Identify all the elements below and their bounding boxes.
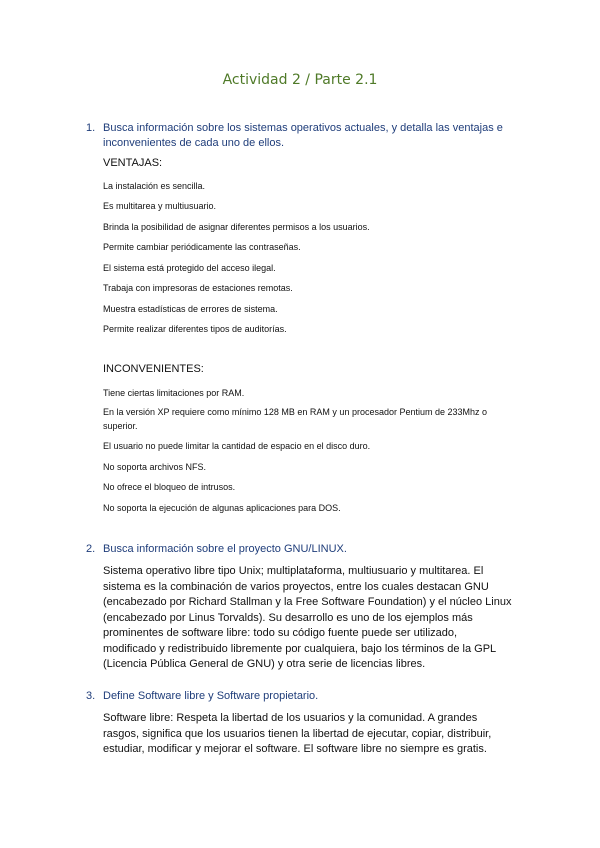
- ventaja-item: Permite cambiar periódicamente las contraseñas.: [103, 242, 301, 252]
- inconveniente-item: No soporta la ejecución de algunas aplicaciones para DOS.: [103, 503, 341, 513]
- ventaja-item: Permite realizar diferentes tipos de auditorías.: [103, 324, 287, 334]
- page-title: Actividad 2 / Parte 2.1: [222, 72, 378, 88]
- ventaja-item: El sistema está protegido del acceso ilegal.: [103, 263, 276, 273]
- inconveniente-item: El usuario no puede limitar la cantidad de espacio en el disco duro.: [103, 441, 371, 451]
- ventaja-item: Brinda la posibilidad de asignar diferentes permisos a los usuarios.: [103, 222, 370, 232]
- question-2: [86, 542, 516, 557]
- question-number: 1.: [86, 122, 96, 134]
- question-1: [86, 121, 516, 151]
- question-text: Busca información sobre los sistemas operativos actuales, y detalla las ventajas e inconvenientes de cada uno de ellos.: [103, 122, 503, 149]
- inconveniente-item: Tiene ciertas limitaciones por RAM.: [103, 388, 245, 398]
- question-text: Busca información sobre el proyecto GNU/LINUX.: [103, 543, 347, 555]
- inconvenientes-heading: INCONVENIENTES:: [103, 363, 204, 375]
- question-number: 3.: [86, 690, 96, 702]
- ventaja-item: La instalación es sencilla.: [103, 181, 206, 191]
- question-number: 2.: [86, 543, 96, 555]
- inconveniente-item: No soporta archivos NFS.: [103, 462, 207, 472]
- ventaja-item: Es multitarea y multiusuario.: [103, 201, 217, 211]
- inconveniente-item: No ofrece el bloqueo de intrusos.: [103, 482, 236, 492]
- ventaja-item: Trabaja con impresoras de estaciones remotas.: [103, 283, 293, 293]
- answer-paragraph: Software libre: Respeta la libertad de los usuarios y la comunidad. A grandes rasgos, significa que los usuarios tienen la libertad de ejecutar, copiar, distribuir, estudiar, modificar y mejorar el software. El software libre no siempre es gratis.: [103, 712, 492, 755]
- ventaja-item: Muestra estadísticas de errores de sistema.: [103, 304, 278, 314]
- answer-paragraph: Sistema operativo libre tipo Unix; multiplataforma, multiusuario y multitarea. El sistema es la combinación de varios proyectos, entre los cuales destacan GNU (encabezado por Richard Stallman y la Free Software Foundation) y el núcleo Linux (encabezado por Linus Torvalds). Su desarrollo es uno de los ejemplos más prominentes de software libre: todo su código fuente puede ser utilizado, modificado y redistribuido libremente por cualquiera, bajo los términos de la GPL (Licencia Pública General de GNU) y otra serie de licencias libres.: [103, 565, 512, 670]
- question-3: [86, 689, 516, 704]
- question-text: Define Software libre y Software propietario.: [103, 690, 319, 702]
- ventajas-heading: VENTAJAS:: [103, 157, 163, 169]
- inconveniente-item: En la versión XP requiere como mínimo 128 MB en RAM y un procesador Pentium de 233Mhz o superior.: [103, 407, 488, 431]
